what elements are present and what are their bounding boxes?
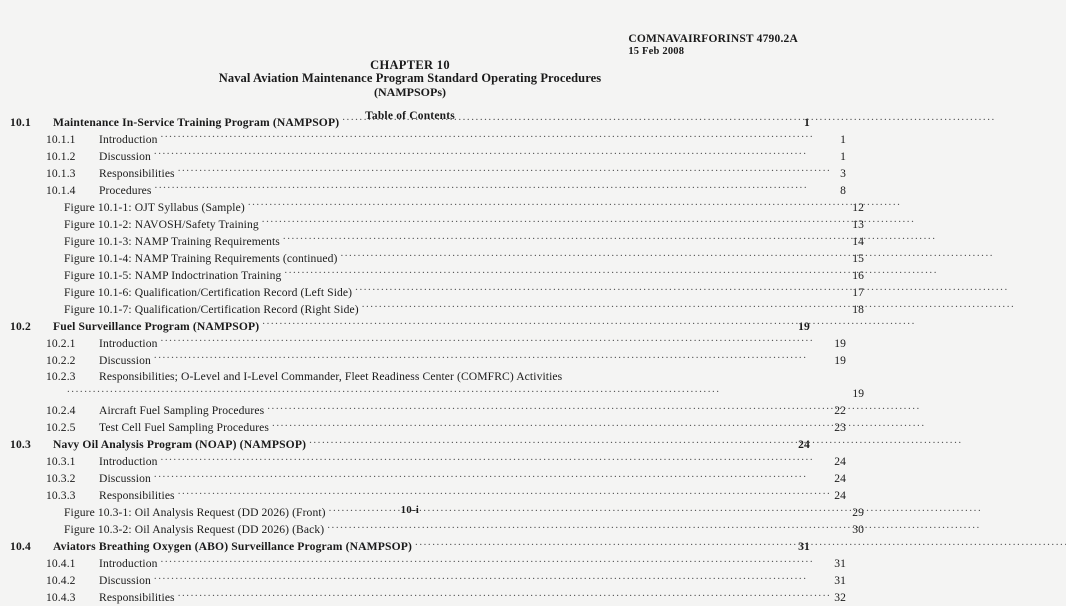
instruction-date: 15 Feb 2008 xyxy=(628,45,685,57)
toc-entry[interactable] xyxy=(10,589,846,606)
toc-entry-number: 10.2.2 xyxy=(46,353,76,367)
toc-entry-label: Test Cell Fuel Sampling Procedures xyxy=(99,421,270,434)
toc-entry-number: 10.4.3 xyxy=(46,591,76,604)
toc-dot-leader xyxy=(262,216,848,228)
toc-entry-page-number: 1 xyxy=(804,115,810,129)
toc-entry-label: Figure 10.3-1: Oil Analysis Request (DD 2026) (Front) xyxy=(64,506,326,519)
toc-entry-number: 10.3.2 xyxy=(46,472,76,485)
toc-dot-leader xyxy=(161,453,830,465)
toc-entry-number: 10.1.3 xyxy=(46,166,76,180)
toc-entry-number: 10.2.4 xyxy=(46,404,76,417)
toc-entry-label: Responsibilities xyxy=(99,166,175,180)
toc-entry-number: 10.1 xyxy=(10,115,31,129)
toc-entry-page-number: 3 xyxy=(840,166,846,180)
toc-entry-number: 10.4 xyxy=(10,540,31,553)
footer-page-number: 10-i xyxy=(400,505,420,516)
toc-entry-page-number: 30 xyxy=(852,523,864,536)
toc-entry-number: 10.1.1 xyxy=(46,132,76,146)
toc-entry-number: 10.1.4 xyxy=(46,183,76,197)
toc-dot-leader xyxy=(155,182,830,194)
toc-entry-label: Figure 10.1-6: Qualification/Certification Record (Left Side) xyxy=(64,285,353,299)
toc-entry-page-number: 15 xyxy=(852,251,864,265)
toc-entry[interactable] xyxy=(10,352,846,369)
toc-dot-leader xyxy=(154,470,830,482)
toc-entry-label: Figure 10.1-4: NAMP Training Requirements (continued) xyxy=(64,251,338,265)
toc-entry-label: Responsibilities xyxy=(99,591,175,604)
toc-dot-leader xyxy=(67,385,848,397)
toc-entry-page-number: 31 xyxy=(834,557,846,570)
toc-entry-label: Aircraft Fuel Sampling Procedures xyxy=(99,404,265,417)
toc-entry-page-number: 31 xyxy=(834,574,846,587)
toc-entry-page-number: 24 xyxy=(798,438,810,451)
toc-entry-page-number: 13 xyxy=(852,217,864,231)
chapter-number: CHAPTER 10 xyxy=(370,58,450,72)
toc-entry-page-number: 12 xyxy=(852,200,864,214)
toc-entry-label: Procedures xyxy=(99,183,152,197)
toc-dot-leader xyxy=(267,402,830,414)
toc-dot-leader xyxy=(342,114,794,126)
toc-entry-page-number: 24 xyxy=(834,472,846,485)
toc-entry-page-number: 29 xyxy=(852,506,864,519)
toc-entry-page-number: 1 xyxy=(840,149,846,163)
toc-entry-number: 10.1.2 xyxy=(46,149,76,163)
toc-entry-label: Discussion xyxy=(99,472,151,485)
toc-entry-label: Figure 10.1-7: Qualification/Certification Record (Right Side) xyxy=(64,302,359,316)
toc-entry-page-number: 23 xyxy=(834,421,846,434)
toc-entry-page-number: 24 xyxy=(834,455,846,468)
toc-entry-label: Figure 10.1-3: NAMP Training Requirements xyxy=(64,234,280,248)
toc-entry-page-number: 1 xyxy=(840,132,846,146)
toc-entry-number: 10.3.3 xyxy=(46,489,76,502)
chapter-subtitle: Naval Aviation Maintenance Program Standard Operating Procedures xyxy=(218,71,602,85)
toc-dot-leader xyxy=(340,250,848,262)
toc-dot-leader xyxy=(272,419,830,431)
toc-dot-leader xyxy=(178,487,830,499)
toc-dot-leader xyxy=(327,521,848,533)
toc-dot-leader xyxy=(262,318,794,330)
toc-entry-label: Discussion xyxy=(99,149,151,163)
toc-entry-number: 10.3.1 xyxy=(46,455,76,468)
toc-entry-label: Figure 10.3-2: Oil Analysis Request (DD 2026) (Back) xyxy=(64,523,325,536)
toc-entry-page-number: 18 xyxy=(852,302,864,316)
toc-dot-leader xyxy=(161,555,830,567)
toc-dot-leader xyxy=(154,352,830,364)
toc-entry-label: Figure 10.1-1: OJT Syllabus (Sample) xyxy=(64,200,245,214)
toc-dot-leader xyxy=(161,335,830,347)
toc-dot-leader xyxy=(415,538,794,550)
toc-entry-label: Discussion xyxy=(99,574,151,587)
toc-entry-number: 10.4.2 xyxy=(46,574,76,587)
toc-dot-leader xyxy=(284,267,848,279)
toc-dot-leader xyxy=(283,233,848,245)
toc-dot-leader xyxy=(178,165,830,177)
document-header xyxy=(628,33,798,58)
toc-entry-number: 10.3 xyxy=(10,438,31,451)
toc-entry-page-number: 19 xyxy=(834,353,846,367)
toc-entry-page-number: 14 xyxy=(852,234,864,248)
toc-entry-number: 10.4.1 xyxy=(46,557,76,570)
toc-entry-page-number: 22 xyxy=(834,404,846,417)
toc-entry-page-number: 19 xyxy=(834,336,846,350)
toc-dot-leader xyxy=(161,131,830,143)
toc-entry-label: Introduction xyxy=(99,557,158,570)
toc-entry-label: Figure 10.1-5: NAMP Indoctrination Training xyxy=(64,268,282,282)
toc-dot-leader xyxy=(248,199,848,211)
toc-entry-page-number: 16 xyxy=(852,268,864,282)
toc-entry-page-number: 32 xyxy=(834,591,846,604)
toc-dot-leader xyxy=(362,301,848,313)
toc-entry-label: Responsibilities xyxy=(99,489,175,502)
toc-dot-leader xyxy=(154,572,830,584)
toc-entry-page-number: 19 xyxy=(798,319,810,333)
toc-entry-label: Introduction xyxy=(99,336,158,350)
chapter-acronym: (NAMPSOPs) xyxy=(374,84,446,99)
toc-entry-page-number: 19 xyxy=(852,387,864,400)
toc-entry-label: Responsibilities; O-Level and I-Level Commander, Fleet Readiness Center (COMFRC) Activities xyxy=(99,370,563,383)
toc-entry-label: Discussion xyxy=(99,353,151,367)
toc-entry-page-number: 8 xyxy=(840,183,846,197)
toc-dot-leader xyxy=(309,436,794,448)
toc-entry-label: Aviators Breathing Oxygen (ABO) Surveillance Program (NAMPSOP) xyxy=(53,540,413,553)
toc-entry-page-number: 24 xyxy=(834,489,846,502)
toc-entry-number: 10.2.3 xyxy=(46,370,76,383)
toc-dot-leader xyxy=(355,284,848,296)
toc-entry-label: Maintenance In-Service Training Program (NAMPSOP) xyxy=(53,115,340,129)
table-of-contents-list xyxy=(10,114,864,606)
toc-entry-label: Navy Oil Analysis Program (NOAP) (NAMPSOP) xyxy=(53,438,307,451)
toc-entry-label: Figure 10.1-2: NAVOSH/Safety Training xyxy=(64,217,259,231)
toc-dot-leader xyxy=(178,589,830,601)
toc-dot-leader xyxy=(154,148,830,160)
instruction-number: COMNAVAIRFORINST 4790.2A xyxy=(628,33,798,45)
toc-entry-page-number: 17 xyxy=(852,285,864,299)
toc-entry-label: Fuel Surveillance Program (NAMPSOP) xyxy=(53,319,260,333)
toc-entry-label: Introduction xyxy=(99,455,158,468)
toc-entry-label: Introduction xyxy=(99,132,158,146)
page-footer xyxy=(0,505,820,516)
toc-entry-number: 10.2 xyxy=(10,319,31,333)
toc-entry-page-number: 31 xyxy=(798,540,810,553)
table-of-contents-heading: Table of Contents xyxy=(365,110,455,122)
toc-entry-number: 10.2.1 xyxy=(46,336,76,350)
toc-entry-number: 10.2.5 xyxy=(46,421,76,434)
